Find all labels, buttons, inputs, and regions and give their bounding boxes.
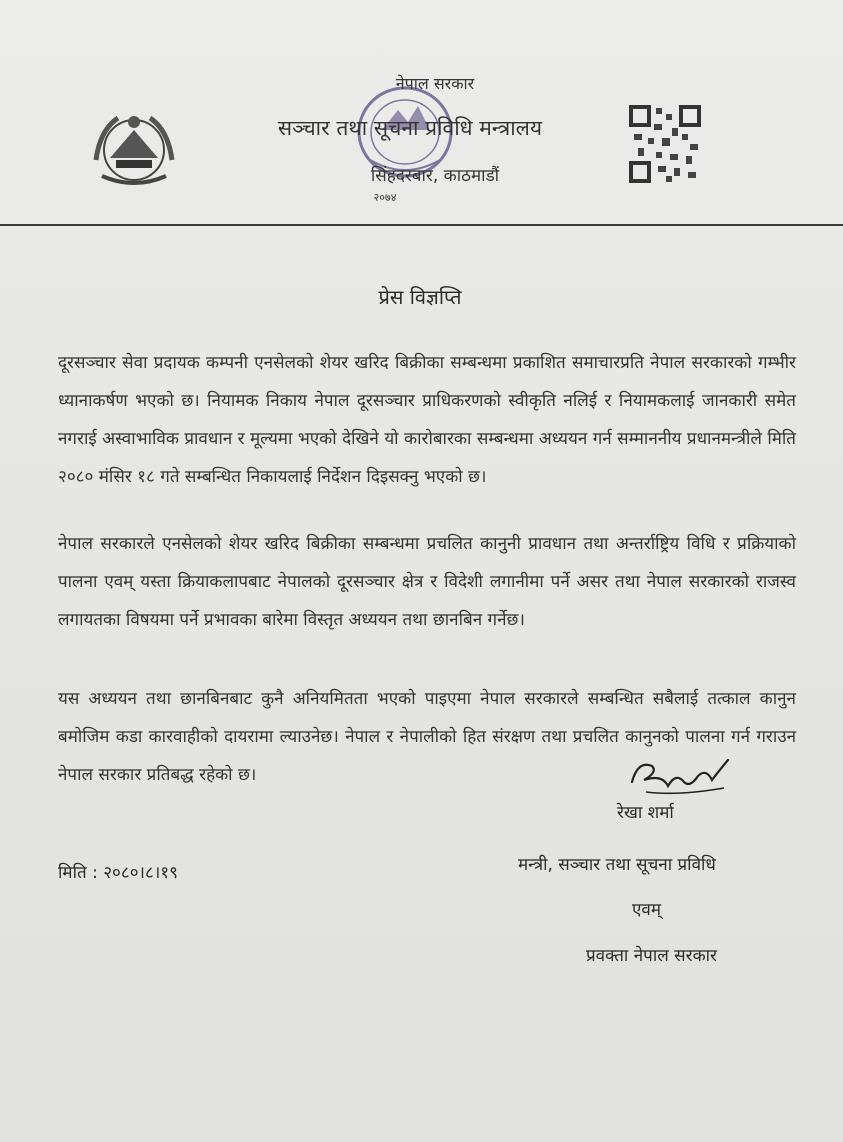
qr-code-icon xyxy=(628,104,702,184)
stamp-year: २०७४ xyxy=(373,191,397,204)
paragraph-2: नेपाल सरकारले एनसेलको शेयर खरिद बिक्रीका सम्बन्धमा प्रचलित कानुनी प्रावधान तथा अन्तर्राष्ट्रिय विधि र प्रक्रियाको पालना एवम् यस्ता क्रियाकलापबाट नेपालको दूरसञ्चार क्षेत्र र विदेशी लगानीमा पर्ने असर तथा नेपाल सरकारको राजस्व लगायतका विषयमा पर्ने प्रभावका बारेमा विस्तृत अध्ययन तथा छानबिन गर्नेछ। xyxy=(58,534,796,630)
document-title: प्रेस विज्ञप्ति xyxy=(378,285,462,309)
paragraph-3: यस अध्ययन तथा छानबिनबाट कुनै अनियमितता भएको पाइएमा नेपाल सरकारले सम्बन्धित सबैलाई तत्काल कानुन बमोजिम कडा कारवाहीको दायरामा ल्याउनेछ। नेपाल र नेपालीको हित संरक्षण तथा प्रचलित कानुनको पालना गर्न गराउन नेपाल सरकार प्रतिबद्ध रहेको छ। xyxy=(58,689,796,785)
government-name: नेपाल सरकार xyxy=(395,74,475,93)
nepal-government-emblem-icon xyxy=(88,100,180,192)
signatory-name: रेखा शर्मा xyxy=(617,803,674,823)
paragraph-1: दूरसञ्चार सेवा प्रदायक कम्पनी एनसेलको शेयर खरिद बिक्रीका सम्बन्धमा प्रकाशित समाचारप्रति नेपाल सरकारको गम्भीर ध्यानाकर्षण भएको छ। नियामक निकाय नेपाल दूरसञ्चार प्राधिकरणको स्वीकृति नलिई र नियामकलाई जानकारी समेत नगराई अस्वाभाविक प्रावधान र मूल्यमा भएको देखिने यो कारोबारका सम्बन्धमा अध्ययन गर्न सम्माननीय प्रधानमन्त्रीले मिति २०८० मंसिर १८ गते सम्बन्धित निकायलाई निर्देशन दिइसक्नु भएको छ। xyxy=(58,353,796,487)
ministry-name: सञ्चार तथा सूचना प्रविधि मन्त्रालय xyxy=(277,116,543,140)
signature-icon xyxy=(628,752,738,802)
document-date: मिति : २०८०।८।१९ xyxy=(58,863,178,883)
ministry-location: सिंहदरबार, काठमाडौं xyxy=(370,166,500,186)
designation-spokesperson: प्रवक्ता नेपाल सरकार xyxy=(586,946,718,966)
designation-conjunction: एवम् xyxy=(632,900,662,920)
header-divider xyxy=(0,224,843,226)
designation-minister: मन्त्री, सञ्चार तथा सूचना प्रविधि xyxy=(518,855,716,875)
